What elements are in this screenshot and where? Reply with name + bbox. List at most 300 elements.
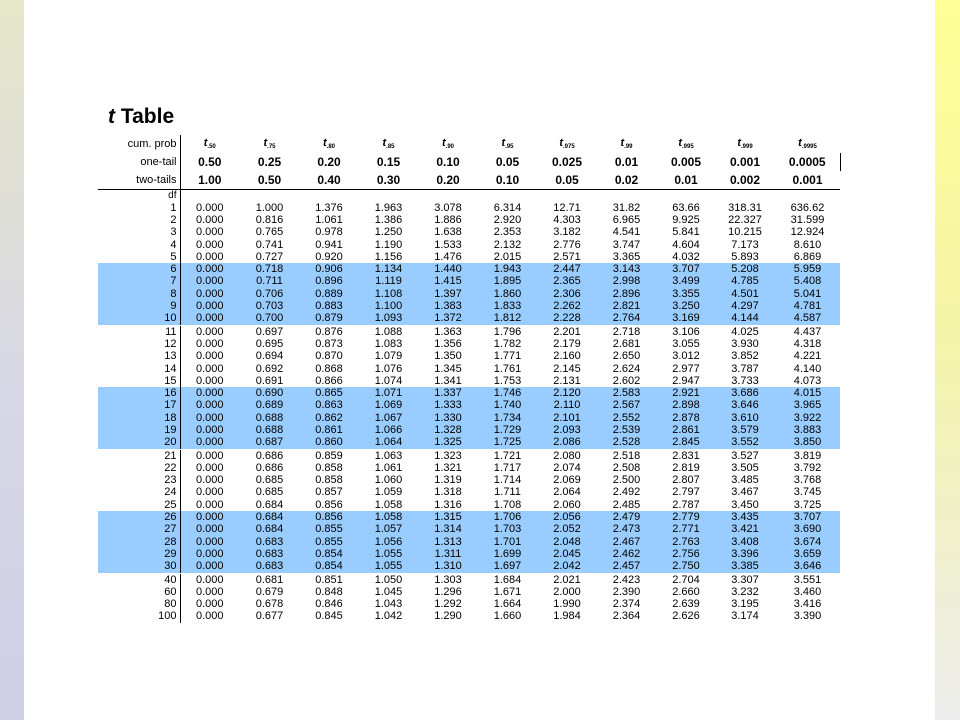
- critical-value-cell: 2.423: [612, 573, 641, 586]
- critical-value-cell: 1.156: [374, 251, 403, 263]
- critical-value-cell: 0.978: [315, 226, 343, 239]
- t-distribution-table: [98, 135, 841, 623]
- critical-value-cell: 3.365: [612, 251, 641, 263]
- critical-value-cell: 0.686: [255, 462, 284, 474]
- critical-value-cell: 1.064: [358, 437, 419, 450]
- df-cell: 30: [98, 561, 180, 574]
- critical-value-cell: 0.689: [239, 400, 300, 412]
- critical-value-cell: 1.886: [434, 214, 462, 226]
- cum-prob-t-symbol: t: [737, 137, 741, 149]
- critical-value-cell: 1.056: [358, 536, 419, 548]
- critical-value-cell: 1.290: [434, 610, 462, 623]
- critical-value-cell: 1.057: [358, 524, 419, 536]
- title-t: t: [108, 105, 115, 128]
- critical-value-cell: 5.208: [715, 263, 775, 275]
- cum-prob-t-symbol: t: [263, 137, 268, 149]
- critical-value-cell: 0.896: [300, 276, 358, 288]
- critical-value-cell: 2.500: [612, 474, 641, 487]
- table-row: [98, 387, 840, 399]
- critical-value-cell: 1.134: [358, 263, 419, 275]
- critical-value-cell: 0.000: [195, 338, 224, 350]
- critical-value-cell: 0.684: [239, 511, 300, 523]
- critical-value-cell: 3.646: [715, 400, 775, 412]
- df-label-empty-cell: [180, 190, 239, 203]
- critical-value-cell: 0.862: [300, 412, 358, 424]
- df-label-empty-cell: [300, 190, 358, 203]
- critical-value-cell: 1.833: [477, 300, 538, 312]
- df-cell: 6: [98, 263, 180, 275]
- critical-value-cell: 2.374: [612, 598, 641, 611]
- critical-value-cell: 0.000: [180, 276, 239, 288]
- cum-prob-header-cell: [596, 135, 657, 153]
- cum-prob-t-symbol: t: [620, 137, 625, 149]
- critical-value-cell: 2.947: [672, 375, 700, 387]
- cum-prob-header-cell: [239, 135, 300, 153]
- critical-value-cell: 2.201: [553, 325, 581, 338]
- critical-value-cell: 0.000: [195, 226, 224, 239]
- critical-value-cell: 1.990: [553, 598, 581, 611]
- critical-value-cell: 0.000: [180, 263, 239, 275]
- critical-value-cell: 3.435: [715, 511, 775, 523]
- critical-value-cell: 0.000: [195, 362, 224, 375]
- critical-value-cell: 1.190: [374, 238, 403, 251]
- df-cell: 80: [98, 599, 180, 611]
- critical-value-cell: 22.327: [728, 214, 762, 226]
- critical-value-cell: 0.000: [180, 288, 239, 300]
- critical-value-cell: 0.857: [315, 486, 343, 499]
- cum-prob-value: .9995: [801, 144, 817, 150]
- critical-value-cell: 0.861: [300, 424, 358, 436]
- critical-value-cell: 2.080: [553, 449, 581, 462]
- critical-value-cell: 2.485: [612, 499, 641, 511]
- critical-value-cell: 31.599: [790, 214, 825, 226]
- critical-value-cell: 2.898: [657, 400, 715, 412]
- df-cell: 4: [98, 239, 180, 251]
- critical-value-cell: 1.812: [477, 313, 538, 326]
- critical-value-cell: 4.025: [731, 325, 759, 338]
- critical-value-cell: 3.499: [657, 276, 715, 288]
- cum-prob-header-cell: [715, 135, 775, 153]
- critical-value-cell: 3.232: [731, 586, 759, 598]
- critical-value-cell: 0.765: [255, 226, 284, 239]
- table-row: [98, 251, 840, 263]
- two-tails-row-cell: 0.10: [477, 171, 538, 190]
- critical-value-cell: 10.215: [728, 226, 762, 239]
- table-row: [98, 524, 840, 536]
- critical-value-cell: 0.889: [300, 288, 358, 300]
- critical-value-cell: 3.852: [731, 350, 759, 363]
- critical-value-cell: 3.390: [793, 610, 822, 623]
- critical-value-cell: 1.708: [493, 499, 522, 511]
- critical-value-cell: 3.421: [715, 524, 775, 536]
- critical-value-cell: 5.841: [672, 226, 700, 239]
- critical-value-cell: 0.854: [300, 548, 358, 560]
- critical-value-cell: 0.687: [239, 437, 300, 450]
- table-row: [98, 351, 840, 363]
- critical-value-cell: 9.925: [672, 214, 700, 226]
- critical-value-cell: 1.734: [477, 412, 538, 424]
- critical-value-cell: 1.061: [374, 462, 403, 474]
- critical-value-cell: 0.718: [239, 263, 300, 275]
- critical-value-cell: 0.706: [239, 288, 300, 300]
- table-title: [108, 105, 174, 129]
- critical-value-cell: 2.704: [672, 573, 700, 586]
- df-cell: 27: [98, 524, 180, 536]
- cum-prob-value: .99: [624, 144, 633, 150]
- critical-value-cell: 3.792: [793, 462, 822, 474]
- df-cell: 3: [98, 227, 180, 239]
- df-cell: 28: [98, 536, 180, 548]
- critical-value-cell: 2.120: [538, 387, 596, 399]
- cum-prob-header-cell: [775, 135, 840, 153]
- critical-value-cell: 1.061: [315, 214, 343, 226]
- df-cell: 26: [98, 511, 180, 523]
- critical-value-cell: 1.725: [477, 437, 538, 450]
- critical-value-cell: 4.073: [793, 375, 822, 387]
- critical-value-cell: 1.860: [477, 288, 538, 300]
- critical-value-cell: 0.856: [300, 511, 358, 523]
- df-cell: 10: [98, 313, 180, 326]
- critical-value-cell: 6.869: [793, 251, 822, 263]
- df-label-empty-cell: [239, 190, 300, 203]
- critical-value-cell: 3.707: [775, 511, 840, 523]
- critical-value-cell: 0.000: [195, 598, 224, 611]
- critical-value-cell: 1.316: [434, 499, 462, 511]
- one-tail-row-cell: 0.05: [495, 155, 520, 169]
- critical-value-cell: 0.691: [255, 375, 284, 387]
- table-row: [98, 276, 840, 288]
- cum-prob-t-symbol: t: [798, 137, 802, 149]
- critical-value-cell: 5.408: [775, 276, 840, 288]
- critical-value-cell: 3.467: [731, 486, 759, 499]
- critical-value-cell: 3.307: [731, 573, 759, 586]
- critical-value-cell: 2.457: [596, 561, 657, 574]
- critical-value-cell: 0.685: [255, 474, 284, 487]
- critical-value-cell: 2.718: [612, 325, 641, 338]
- critical-value-cell: 1.771: [493, 350, 522, 363]
- critical-value-cell: 1.684: [493, 573, 522, 586]
- critical-value-cell: 1.963: [374, 202, 403, 214]
- critical-value-cell: 3.450: [731, 499, 759, 511]
- one-tail-row-cell: 0.01: [614, 155, 639, 169]
- critical-value-cell: 1.895: [477, 276, 538, 288]
- critical-value-cell: 1.328: [419, 424, 477, 436]
- critical-value-cell: 7.173: [731, 238, 759, 251]
- cum-prob-t-symbol: t: [678, 137, 682, 149]
- critical-value-cell: 4.587: [775, 313, 840, 326]
- critical-value-cell: 1.711: [494, 486, 521, 499]
- table-row: [98, 462, 840, 474]
- critical-value-cell: 0.000: [195, 202, 224, 214]
- critical-value-cell: 1.296: [434, 586, 462, 598]
- critical-value-cell: 0.858: [315, 474, 343, 487]
- critical-value-cell: 12.924: [790, 226, 825, 239]
- critical-value-cell: 0.681: [255, 573, 284, 586]
- critical-value-cell: 1.337: [419, 387, 477, 399]
- two-tails-row-cell: 0.50: [239, 171, 300, 190]
- critical-value-cell: 1.059: [374, 486, 403, 499]
- critical-value-cell: 0.883: [300, 300, 358, 312]
- critical-value-cell: 1.250: [374, 226, 403, 239]
- critical-value-cell: 0.000: [195, 238, 224, 251]
- critical-value-cell: 2.365: [538, 276, 596, 288]
- critical-value-cell: 1.042: [374, 610, 403, 623]
- critical-value-cell: 1.943: [477, 263, 538, 275]
- critical-value-cell: 2.528: [596, 437, 657, 450]
- df-cell: 19: [98, 424, 180, 436]
- critical-value-cell: 0.000: [180, 387, 239, 399]
- critical-value-cell: 0.856: [315, 499, 343, 511]
- table-row: [98, 227, 840, 239]
- critical-value-cell: 3.787: [731, 362, 759, 375]
- critical-value-cell: 3.505: [731, 462, 759, 474]
- critical-value-cell: 0.863: [300, 400, 358, 412]
- cum-prob-value: .95: [505, 144, 514, 150]
- critical-value-cell: 2.074: [553, 462, 581, 474]
- cum-prob-value: .75: [267, 144, 276, 150]
- critical-value-cell: 0.688: [239, 412, 300, 424]
- critical-value-cell: 1.671: [493, 586, 522, 598]
- df-cell: 60: [98, 586, 180, 598]
- df-label-empty-cell: [358, 190, 419, 203]
- critical-value-cell: 1.533: [434, 238, 462, 251]
- critical-value-cell: 2.660: [672, 586, 700, 598]
- critical-value-cell: 0.697: [255, 325, 284, 338]
- critical-value-cell: 2.776: [553, 238, 581, 251]
- one-tail-row: [98, 153, 840, 171]
- critical-value-cell: 1.069: [358, 400, 419, 412]
- df-cell: 15: [98, 375, 180, 387]
- critical-value-cell: 2.518: [612, 449, 641, 462]
- critical-value-cell: 63.66: [672, 202, 700, 214]
- df-cell: 2: [98, 214, 180, 226]
- table-row: [98, 437, 840, 450]
- critical-value-cell: 1.345: [434, 362, 462, 375]
- critical-value-cell: 0.000: [180, 412, 239, 424]
- cum-prob-header-cell: [538, 135, 596, 153]
- critical-value-cell: 0.920: [315, 251, 343, 263]
- critical-value-cell: 1.066: [358, 424, 419, 436]
- table-row: [98, 573, 840, 586]
- critical-value-cell: 0.679: [255, 586, 284, 598]
- df-label-empty-cell: [419, 190, 477, 203]
- df-cell: 24: [98, 487, 180, 499]
- critical-value-cell: 0.860: [300, 437, 358, 450]
- cum-prob-header-cell: [180, 135, 239, 153]
- critical-value-cell: 0.879: [300, 313, 358, 326]
- critical-value-cell: 3.883: [775, 424, 840, 436]
- critical-value-cell: 2.571: [553, 251, 581, 263]
- critical-value-cell: 0.855: [300, 536, 358, 548]
- critical-value-cell: 2.998: [596, 276, 657, 288]
- critical-value-cell: 0.851: [315, 573, 343, 586]
- df-cell: 9: [98, 300, 180, 312]
- table-row: [98, 424, 840, 436]
- cum-prob-value: .50: [207, 144, 216, 150]
- critical-value-cell: 1.055: [358, 548, 419, 560]
- right-decorative-band: [935, 0, 960, 720]
- critical-value-cell: 3.527: [731, 449, 759, 462]
- table-row: [98, 449, 840, 462]
- critical-value-cell: 1.664: [493, 598, 522, 611]
- critical-value-cell: 0.000: [195, 325, 224, 338]
- critical-value-cell: 0.865: [300, 387, 358, 399]
- df-label-empty-cell: [715, 190, 775, 203]
- critical-value-cell: 4.032: [672, 251, 700, 263]
- critical-value-cell: 1.074: [374, 375, 403, 387]
- critical-value-cell: 1.697: [477, 561, 538, 574]
- critical-value-cell: 0.873: [315, 338, 343, 350]
- table-row: [98, 239, 840, 251]
- critical-value-cell: 0.685: [255, 486, 284, 499]
- critical-value-cell: 1.638: [434, 226, 462, 239]
- df-label-empty-cell: [477, 190, 538, 203]
- critical-value-cell: 2.650: [612, 350, 641, 363]
- critical-value-cell: 3.686: [715, 387, 775, 399]
- cum-prob-value: .80: [326, 144, 335, 150]
- critical-value-cell: 4.303: [553, 214, 581, 226]
- critical-value-cell: 2.624: [612, 362, 641, 375]
- table-row: [98, 548, 840, 560]
- table-row: [98, 487, 840, 499]
- critical-value-cell: 2.064: [553, 486, 581, 499]
- critical-value-cell: 2.160: [553, 350, 581, 363]
- critical-value-cell: 1.703: [477, 524, 538, 536]
- critical-value-cell: 1.383: [419, 300, 477, 312]
- critical-value-cell: 2.045: [538, 548, 596, 560]
- critical-value-cell: 3.707: [657, 263, 715, 275]
- critical-value-cell: 1.063: [374, 449, 403, 462]
- cum-prob-value: .975: [562, 144, 575, 150]
- critical-value-cell: 1.796: [493, 325, 522, 338]
- critical-value-cell: 0.000: [180, 561, 239, 574]
- critical-value-cell: 0.000: [180, 424, 239, 436]
- critical-value-cell: 2.602: [612, 375, 641, 387]
- cum-prob-header-cell: [477, 135, 538, 153]
- critical-value-cell: 1.319: [434, 474, 462, 487]
- critical-value-cell: 2.861: [657, 424, 715, 436]
- critical-value-cell: 0.000: [180, 400, 239, 412]
- critical-value-cell: 1.079: [374, 350, 403, 363]
- critical-value-cell: 3.106: [672, 325, 700, 338]
- critical-value-cell: 2.896: [596, 288, 657, 300]
- critical-value-cell: 1.761: [493, 362, 522, 375]
- critical-value-cell: 0.000: [195, 449, 224, 462]
- cum-prob-t-symbol: t: [203, 137, 208, 149]
- critical-value-cell: 3.055: [672, 338, 700, 350]
- critical-value-cell: 1.721: [493, 449, 522, 462]
- critical-value-cell: 2.052: [538, 524, 596, 536]
- cum-prob-value: .85: [386, 144, 395, 150]
- cum-prob-header-cell: [657, 135, 715, 153]
- df-cell: 5: [98, 251, 180, 263]
- critical-value-cell: 2.819: [672, 462, 700, 474]
- critical-value-cell: 1.363: [434, 325, 462, 338]
- df-cell: 18: [98, 412, 180, 424]
- critical-value-cell: 0.000: [195, 214, 224, 226]
- critical-value-cell: 2.583: [596, 387, 657, 399]
- one-tail-row-cell: 0.025: [551, 155, 583, 169]
- critical-value-cell: 1.984: [553, 610, 581, 623]
- critical-value-cell: 8.610: [793, 238, 822, 251]
- df-cell: 14: [98, 363, 180, 375]
- critical-value-cell: 2.086: [538, 437, 596, 450]
- table-row: [98, 363, 840, 375]
- df-label-empty-cell: [538, 190, 596, 203]
- critical-value-cell: 1.356: [434, 338, 462, 350]
- cum-prob-value: .999: [740, 144, 753, 150]
- table-row: [98, 263, 840, 275]
- df-cell: 17: [98, 400, 180, 412]
- cum-prob-t-symbol: t: [559, 137, 563, 149]
- critical-value-cell: 4.785: [715, 276, 775, 288]
- critical-value-cell: 1.108: [358, 288, 419, 300]
- critical-value-cell: 3.579: [715, 424, 775, 436]
- critical-value-cell: 0.684: [255, 499, 284, 511]
- critical-value-cell: 3.551: [793, 573, 822, 586]
- critical-value-cell: 0.683: [239, 548, 300, 560]
- cum-prob-t-symbol: t: [382, 137, 387, 149]
- critical-value-cell: 1.350: [434, 350, 462, 363]
- critical-value-cell: 1.058: [358, 511, 419, 523]
- two-tails-row-cell: 0.002: [715, 171, 775, 190]
- critical-value-cell: 3.659: [775, 548, 840, 560]
- two-tails-row-cell: 0.001: [775, 171, 840, 190]
- critical-value-cell: 2.015: [493, 251, 522, 263]
- critical-value-cell: 1.311: [419, 548, 477, 560]
- critical-value-cell: 1.076: [374, 362, 403, 375]
- critical-value-cell: 1.746: [477, 387, 538, 399]
- df-cell: 22: [98, 462, 180, 474]
- critical-value-cell: 2.262: [538, 300, 596, 312]
- critical-value-cell: 1.415: [419, 276, 477, 288]
- df-cell: 100: [98, 611, 180, 623]
- critical-value-cell: 0.695: [255, 338, 284, 350]
- critical-value-cell: 0.859: [315, 449, 343, 462]
- critical-value-cell: 3.930: [731, 338, 759, 350]
- critical-value-cell: 1.782: [493, 338, 522, 350]
- critical-value-cell: 0.677: [255, 610, 284, 623]
- one-tail-row-cell: 0.10: [436, 155, 460, 169]
- critical-value-cell: 2.878: [657, 412, 715, 424]
- critical-value-cell: 1.333: [419, 400, 477, 412]
- df-cell: 7: [98, 276, 180, 288]
- critical-value-cell: 1.314: [419, 524, 477, 536]
- critical-value-cell: 3.195: [731, 598, 759, 611]
- critical-value-cell: 1.706: [477, 511, 538, 523]
- critical-value-cell: 1.088: [374, 325, 403, 338]
- critical-value-cell: 3.768: [793, 474, 822, 487]
- critical-value-cell: 1.440: [419, 263, 477, 275]
- critical-value-cell: 3.250: [657, 300, 715, 312]
- one-tail-row-cell: 0.0005: [775, 153, 840, 171]
- critical-value-cell: 0.678: [255, 598, 284, 611]
- critical-value-cell: 2.145: [553, 362, 581, 375]
- critical-value-cell: 2.920: [493, 214, 522, 226]
- critical-value-cell: 1.000: [255, 202, 284, 214]
- two-tails-row: [98, 171, 840, 190]
- critical-value-cell: 3.078: [434, 202, 462, 214]
- critical-value-cell: 4.501: [715, 288, 775, 300]
- critical-value-cell: 4.318: [793, 338, 822, 350]
- critical-value-cell: 0.000: [195, 462, 224, 474]
- table-row: [98, 288, 840, 300]
- critical-value-cell: 2.750: [657, 561, 715, 574]
- critical-value-cell: 1.330: [419, 412, 477, 424]
- critical-value-cell: 4.221: [793, 350, 822, 363]
- critical-value-cell: 5.041: [775, 288, 840, 300]
- critical-value-cell: 4.144: [715, 313, 775, 326]
